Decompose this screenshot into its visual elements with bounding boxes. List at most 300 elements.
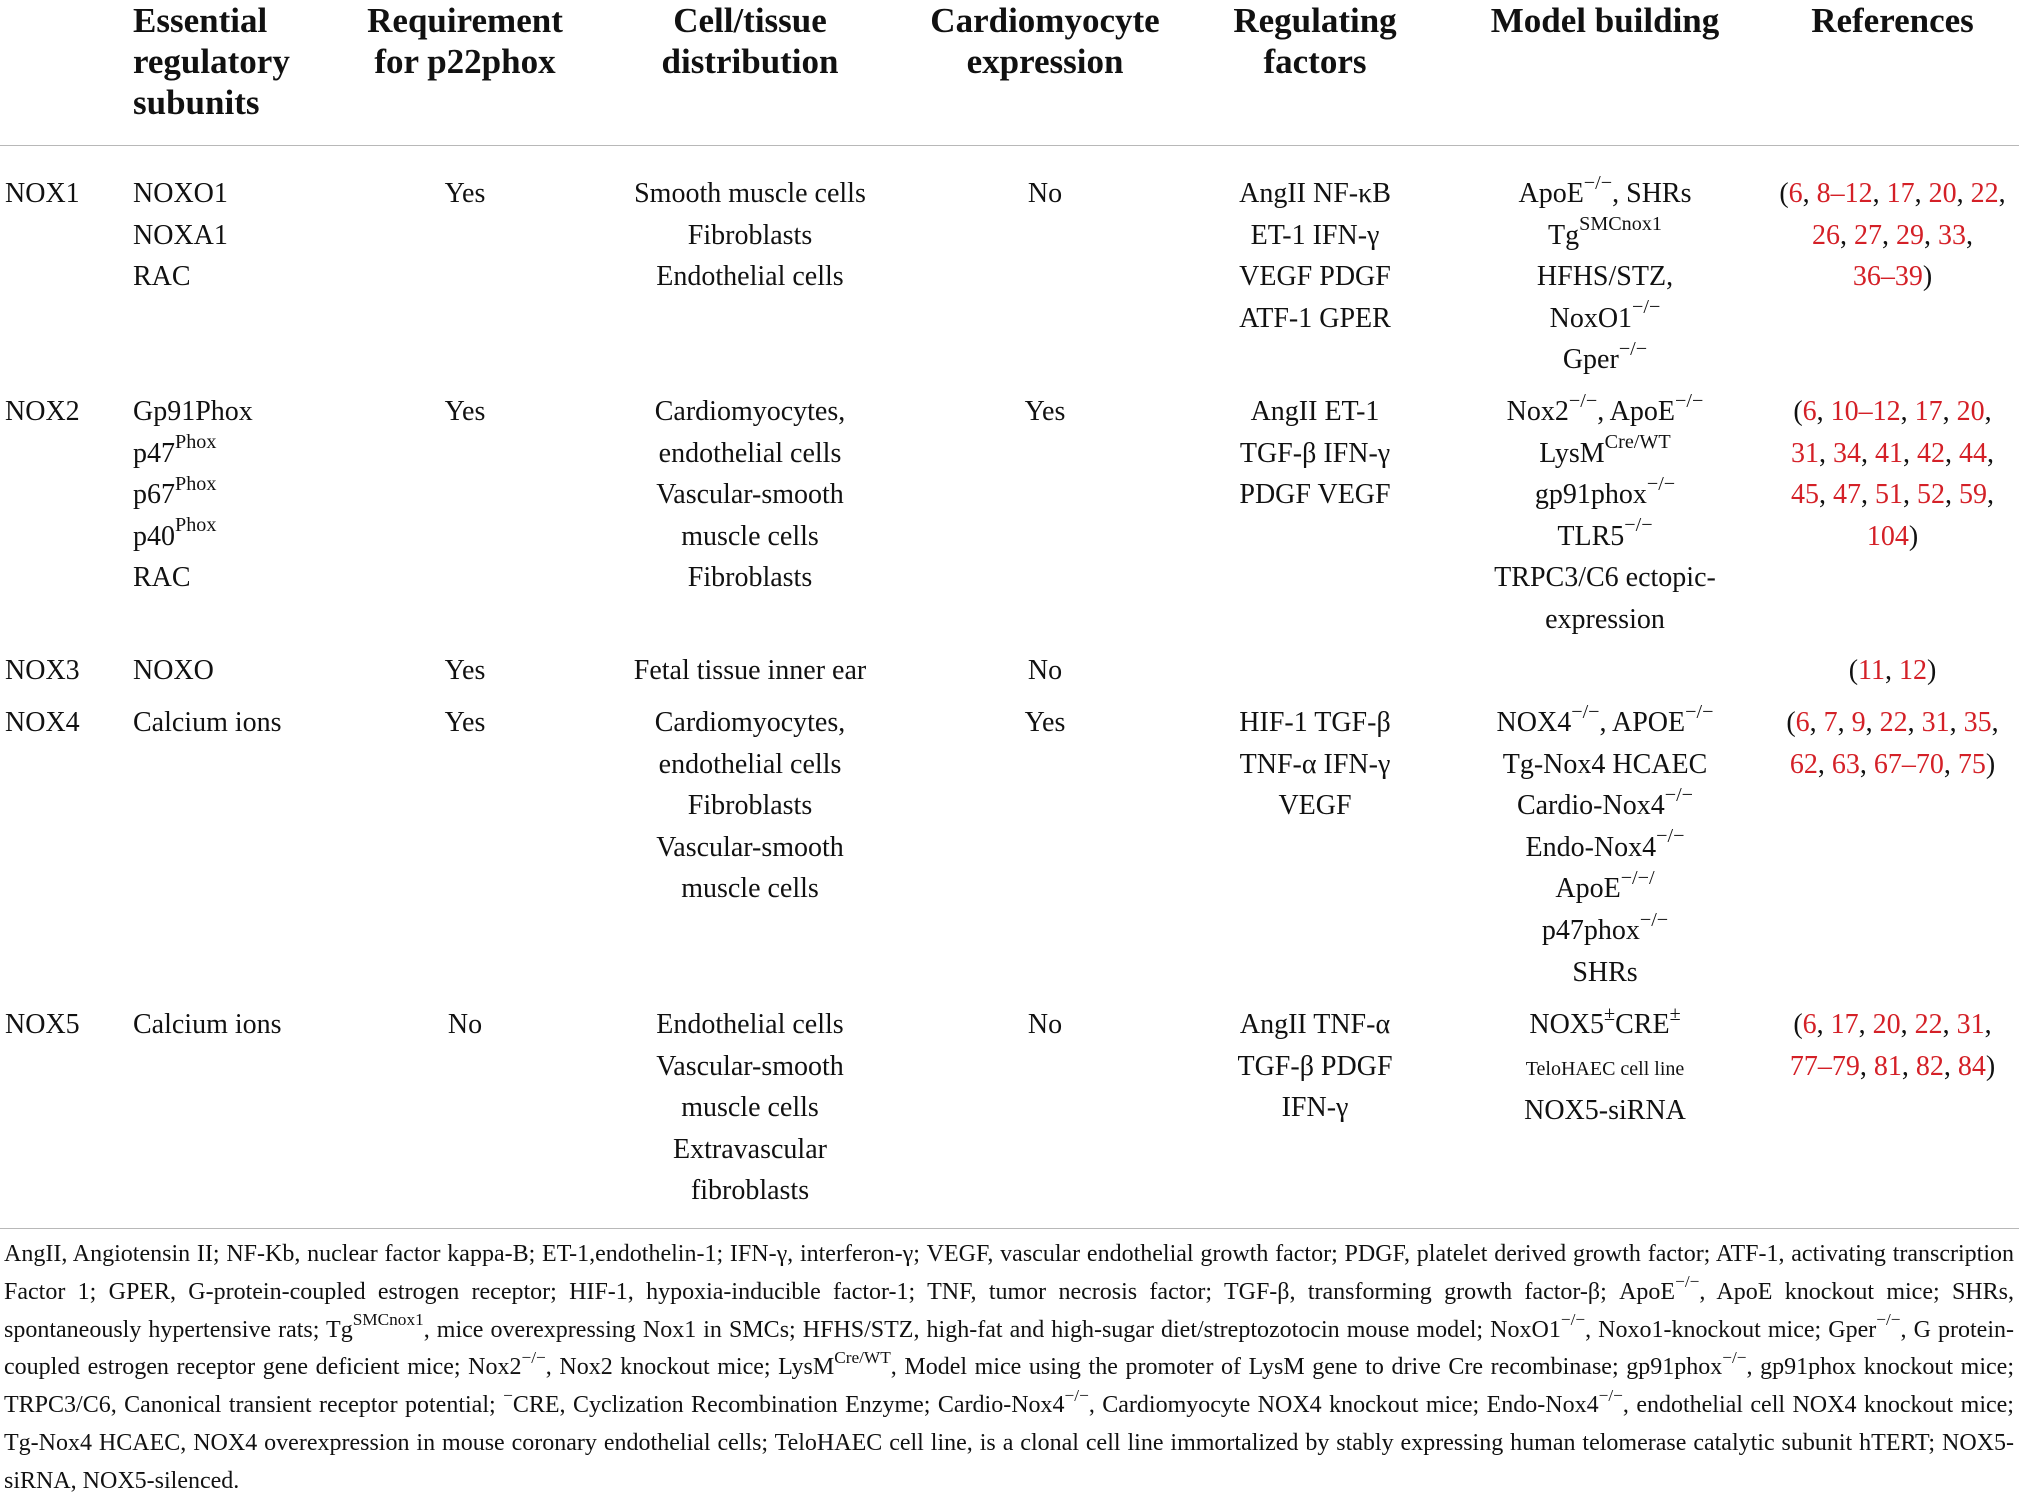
distribution-line: fibroblasts <box>690 1175 810 1207</box>
cell-line <box>133 215 333 257</box>
cell-line <box>133 391 333 433</box>
factors-line: IFN-γ <box>1281 1092 1349 1124</box>
reference-link[interactable]: 22 <box>1970 178 1999 209</box>
reference-punct: , <box>1945 437 1959 469</box>
distribution-line: Cardiomyocytes, <box>654 707 846 738</box>
reference-link[interactable]: 42 <box>1917 437 1945 469</box>
row-distribution <box>600 650 900 692</box>
header-line: References <box>1811 1 1974 40</box>
reference-link[interactable]: 51 <box>1875 479 1903 511</box>
reference-link[interactable]: 45 <box>1791 479 1819 511</box>
reference-punct: , <box>1901 1050 1916 1082</box>
cell-line <box>600 1046 900 1088</box>
subunit-item: RAC <box>133 562 191 594</box>
reference-punct: , <box>1900 1009 1915 1040</box>
p22phox-value: Yes <box>444 655 486 686</box>
p22phox-value: Yes <box>444 396 486 427</box>
reference-punct: ) <box>1926 655 1937 686</box>
nox-isoform: NOX5 <box>5 1009 80 1040</box>
header-distribution <box>600 0 900 82</box>
cell-line <box>1770 433 2015 475</box>
reference-link[interactable]: 27 <box>1854 219 1882 251</box>
distribution-line: Smooth muscle cells <box>634 178 866 209</box>
cell-line <box>1455 744 1755 786</box>
reference-link[interactable]: 47 <box>1833 479 1861 511</box>
row-name <box>5 702 125 744</box>
reference-link[interactable]: 20 <box>1872 1009 1901 1040</box>
reference-link[interactable]: 22 <box>1879 707 1908 738</box>
cell-line <box>600 1087 900 1129</box>
cell-line <box>335 173 595 215</box>
reference-punct: ( <box>1793 1009 1803 1040</box>
cell-line <box>600 391 900 433</box>
row-subunits <box>133 391 333 599</box>
reference-punct: , <box>1924 219 1938 251</box>
reference-link[interactable]: 31 <box>1791 437 1819 469</box>
p22phox-value: No <box>447 1009 483 1040</box>
model-item: SHRs <box>1572 956 1638 988</box>
model-item: LysM <box>1539 437 1605 469</box>
reference-link[interactable]: 63 <box>1831 748 1860 780</box>
reference-link[interactable]: 77–79 <box>1789 1050 1860 1082</box>
cell-line <box>600 516 900 558</box>
superscript: SMCnox1 <box>352 1310 424 1330</box>
factors-line: VEGF PDGF <box>1239 261 1391 293</box>
reference-punct: , <box>1865 707 1880 738</box>
footnote-text: , Cardiomyocyte NOX4 knockout mice; Endo-Nox4 <box>1088 1392 1599 1419</box>
cell-line <box>5 391 125 433</box>
reference-link[interactable]: 12 <box>1898 655 1927 686</box>
cell-line <box>1455 173 1755 215</box>
cell-line <box>1770 516 2015 558</box>
cell-line <box>335 1004 595 1046</box>
reference-link[interactable]: 17 <box>1886 178 1915 209</box>
reference-link[interactable]: 75 <box>1957 748 1986 780</box>
cardio-value: No <box>1027 1009 1063 1040</box>
cell-line <box>1770 215 2015 257</box>
cell-line <box>1455 827 1755 869</box>
reference-punct: , <box>1943 748 1958 780</box>
cell-line <box>600 1129 900 1171</box>
distribution-line: Extravascular <box>673 1133 827 1165</box>
reference-link[interactable]: 44 <box>1959 437 1987 469</box>
reference-link[interactable]: 82 <box>1915 1050 1944 1082</box>
factors-line: AngII NF-κB <box>1239 178 1391 209</box>
reference-link[interactable]: 6 <box>1802 1009 1817 1040</box>
reference-punct: , <box>1956 178 1971 209</box>
superscript: −/− <box>1632 296 1661 319</box>
model-item: , APOE <box>1599 707 1686 738</box>
cell-line <box>1770 173 2015 215</box>
row-subunits <box>133 650 333 692</box>
factors-line: AngII TNF-α <box>1239 1009 1391 1040</box>
reference-punct: ) <box>1908 520 1919 552</box>
distribution-line: endothelial cells <box>658 437 842 469</box>
header-line: for p22phox <box>374 42 556 81</box>
footnote-text: , ApoE knockout mice; SHRs, spontaneously hypertensive rats; Tg <box>4 1278 2014 1343</box>
reference-punct: , <box>1809 707 1824 738</box>
cardio-value: Yes <box>1024 707 1066 738</box>
factors-line: TGF-β PDGF <box>1237 1050 1393 1082</box>
reference-punct: , <box>1840 219 1854 251</box>
header-rule <box>0 145 2019 146</box>
reference-punct: , <box>1942 396 1957 427</box>
cell-line <box>1185 702 1445 744</box>
reference-link[interactable]: 104 <box>1866 520 1909 552</box>
footnote-text: AngII, Angiotensin II; NF-Kb, nuclear factor kappa-B; ET-1,endothelin-1; IFN-γ, interferon-γ; VEGF, vascular endothelial growth factor; PDGF, platelet derived growth factor; ATF-1, activating transcription Factor 1; GPER, G-protein-coupled estrogen receptor; HIF-1, hypoxia-inducible factor-1; TNF, tumor necrosis factor; TGF-β, transforming growth factor-β; ApoE <box>4 1241 2014 1305</box>
reference-punct: , <box>1984 1009 1992 1040</box>
header-line: subunits <box>133 83 260 122</box>
factors-line: TNF-α IFN-γ <box>1239 748 1391 780</box>
cell-line <box>5 702 125 744</box>
cell-line <box>905 650 1185 692</box>
cell-line <box>133 516 333 558</box>
reference-punct: , <box>1943 1050 1958 1082</box>
cell-line <box>600 474 900 516</box>
cell-line <box>1455 1090 1755 1132</box>
reference-link[interactable]: 17 <box>1914 396 1943 427</box>
nox-isoform: NOX4 <box>5 707 80 738</box>
subunit-item: NOXO1 <box>133 178 228 209</box>
row-distribution <box>600 391 900 599</box>
reference-punct: , <box>1819 479 1833 511</box>
factors-line: PDGF VEGF <box>1239 479 1391 511</box>
reference-punct: , <box>1966 219 1973 251</box>
model-note: TeloHAEC cell line <box>1525 1057 1685 1080</box>
reference-link[interactable]: 35 <box>1963 707 1992 738</box>
header-line: Model building <box>1490 1 1720 40</box>
distribution-line: Vascular-smooth <box>656 831 844 863</box>
cell-line <box>1185 474 1445 516</box>
row-distribution <box>600 702 900 910</box>
cell-line <box>133 173 333 215</box>
model-item: Endo-Nox4 <box>1525 831 1657 863</box>
footnote-text: CRE, Cyclization Recombination Enzyme; Cardio-Nox4 <box>512 1392 1065 1419</box>
p22phox-value: Yes <box>444 178 486 209</box>
nox-isoform: NOX1 <box>5 178 80 209</box>
row-factors <box>1185 1004 1445 1129</box>
cell-line <box>600 702 900 744</box>
cell-line <box>600 433 900 475</box>
reference-punct: , <box>1861 479 1875 511</box>
reference-punct: , <box>1859 1050 1874 1082</box>
superscript: SMCnox1 <box>1579 213 1662 236</box>
model-item: NoxO1 <box>1549 302 1633 334</box>
cell-line <box>905 702 1185 744</box>
header-references <box>1770 0 2015 41</box>
header-line: Essential <box>133 1 268 40</box>
cell-line <box>1455 256 1755 298</box>
superscript: −/− <box>1876 1310 1901 1330</box>
reference-link[interactable]: 67–70 <box>1873 748 1944 780</box>
reference-punct: , <box>1859 748 1874 780</box>
subunit-item: p67 <box>133 479 175 511</box>
superscript: −/− <box>1675 1272 1700 1292</box>
header-subunits <box>133 0 290 123</box>
model-item: expression <box>1545 603 1665 635</box>
reference-punct: , <box>1817 748 1832 780</box>
model-item: NOX5-siRNA <box>1524 1095 1686 1127</box>
cell-line <box>1770 256 2015 298</box>
superscript: Phox <box>175 472 217 495</box>
reference-punct: ( <box>1793 396 1803 427</box>
reference-punct: ) <box>1985 1050 1996 1082</box>
reference-link[interactable]: 31 <box>1921 707 1950 738</box>
header-line: Regulating <box>1233 1 1397 40</box>
row-references <box>1770 1004 2015 1087</box>
p22phox-value: Yes <box>444 707 486 738</box>
row-p22phox <box>335 391 595 433</box>
reference-punct: , <box>1903 437 1917 469</box>
header-p22phox <box>335 0 595 82</box>
reference-link[interactable]: 41 <box>1875 437 1903 469</box>
footnote-text: , mice overexpressing Nox1 in SMCs; HFHS/STZ, high-fat and high-sugar diet/streptozotocin mouse model; NoxO1 <box>423 1316 1561 1343</box>
model-item: TRPC3/C6 ectopic- <box>1494 562 1716 594</box>
factors-line: ET-1 IFN-γ <box>1250 219 1380 251</box>
reference-link[interactable]: 6 <box>1795 707 1810 738</box>
cardio-value: No <box>1027 178 1063 209</box>
reference-punct: , <box>1907 707 1922 738</box>
reference-link[interactable]: 6 <box>1802 396 1817 427</box>
row-distribution <box>600 1004 900 1212</box>
cell-line <box>335 650 595 692</box>
cell-line <box>133 702 333 744</box>
footnote-text: , G protein-coupled estrogen receptor gene deficient mice; Nox2 <box>4 1316 2014 1381</box>
distribution-line: muscle cells <box>681 520 819 552</box>
model-item: HFHS/STZ, <box>1536 261 1674 293</box>
factors-line: TGF-β IFN-γ <box>1239 437 1391 469</box>
model-item: , SHRs <box>1612 178 1692 209</box>
header-line: factors <box>1263 42 1367 81</box>
superscript: −/− <box>1685 700 1714 723</box>
reference-link[interactable]: 10–12 <box>1830 396 1901 427</box>
cell-line <box>1455 557 1755 599</box>
distribution-line: endothelial cells <box>658 748 842 780</box>
reference-punct: ( <box>1848 655 1859 686</box>
cell-line <box>1455 702 1755 744</box>
cell-line <box>1770 702 2015 744</box>
cell-line <box>600 1004 900 1046</box>
footnote-text: , Model mice using the promoter of LysM gene to drive Cre recombinase; gp91phox <box>890 1354 1723 1381</box>
superscript: −/− <box>1646 472 1676 495</box>
reference-link[interactable]: 6 <box>1788 178 1803 209</box>
reference-punct: , <box>1819 437 1833 469</box>
cell-line <box>600 173 900 215</box>
subunit-item: Calcium ions <box>133 1009 282 1040</box>
distribution-line: Fibroblasts <box>687 562 813 594</box>
row-name <box>5 173 125 215</box>
footnote-text: , endothelial cell NOX4 knockout mice; Tg-Nox4 HCAEC, NOX4 overexpression in mouse coronary endothelial cells; TeloHAEC cell line, is a clonal cell line immortalized by stably expressing human telomerase catalytic subunit hTERT; NOX5-siRNA, NOX5-silenced. <box>4 1392 2014 1494</box>
superscript: ± <box>1669 1002 1681 1025</box>
distribution-line: Endothelial cells <box>656 1009 844 1040</box>
model-item: TLR5 <box>1557 520 1625 552</box>
cell-line <box>1185 1087 1445 1129</box>
reference-punct: , <box>1858 1009 1873 1040</box>
row-distribution <box>600 173 900 298</box>
distribution-line: Vascular-smooth <box>656 479 844 511</box>
reference-punct: , <box>1998 178 2006 209</box>
factors-line: ATF-1 GPER <box>1239 302 1391 334</box>
header-line: Requirement <box>367 1 563 40</box>
superscript: −/− <box>1656 825 1685 848</box>
row-references <box>1770 391 2015 557</box>
superscript: −/− <box>1598 1385 1623 1405</box>
reference-punct: , <box>1816 396 1831 427</box>
header-line: Cell/tissue <box>673 1 827 40</box>
reference-punct: , <box>1949 707 1964 738</box>
cell-line <box>1455 1046 1755 1091</box>
cell-line <box>1455 599 1755 641</box>
reference-punct: , <box>1872 178 1887 209</box>
cell-line <box>335 702 595 744</box>
model-item: Cardio-Nox4 <box>1516 790 1665 822</box>
reference-link[interactable]: 81 <box>1873 1050 1902 1082</box>
row-model-building <box>1455 1004 1755 1132</box>
cell-line <box>335 391 595 433</box>
reference-link[interactable]: 17 <box>1830 1009 1859 1040</box>
model-item: Tg <box>1548 219 1580 251</box>
cell-line <box>1455 339 1755 381</box>
row-subunits <box>133 173 333 298</box>
subunit-item: Gp91Phox <box>133 396 253 427</box>
reference-link[interactable]: 20 <box>1928 178 1957 209</box>
cell-line <box>1185 744 1445 786</box>
superscript: Phox <box>175 431 217 454</box>
header-model-building <box>1455 0 1755 41</box>
header-line: expression <box>966 42 1124 81</box>
factors-line: HIF-1 TGF-β <box>1239 707 1391 738</box>
row-cardio <box>905 702 1185 744</box>
reference-link[interactable]: 8–12 <box>1816 178 1873 209</box>
cell-line <box>1455 433 1755 475</box>
superscript: −/− <box>1664 783 1694 806</box>
distribution-line: Endothelial cells <box>656 261 844 293</box>
superscript: −/− <box>1675 389 1704 412</box>
cell-line <box>1770 474 2015 516</box>
reference-punct: , <box>1802 178 1817 209</box>
cell-line <box>1770 391 2015 433</box>
cell-line <box>600 557 900 599</box>
reference-punct: , <box>1914 178 1929 209</box>
row-p22phox <box>335 173 595 215</box>
subunit-item: p47 <box>133 437 175 469</box>
reference-link[interactable]: 33 <box>1938 219 1966 251</box>
cell-line <box>133 433 333 475</box>
cell-line <box>1455 298 1755 340</box>
subunit-item: NOXO <box>133 655 214 686</box>
model-item: NOX5 <box>1529 1009 1605 1040</box>
superscript: Cre/WT <box>834 1347 891 1367</box>
reference-link[interactable]: 20 <box>1956 396 1985 427</box>
reference-link[interactable]: 11 <box>1858 655 1885 686</box>
reference-link[interactable]: 59 <box>1959 479 1987 511</box>
cell-line <box>1455 391 1755 433</box>
row-p22phox <box>335 650 595 692</box>
reference-link[interactable]: 26 <box>1812 219 1840 251</box>
model-item: , ApoE <box>1597 396 1675 427</box>
model-item: Tg-Nox4 HCAEC <box>1502 748 1708 780</box>
reference-punct: , <box>1991 707 1999 738</box>
superscript: − <box>503 1385 513 1405</box>
footnote-text: , gp91phox knockout mice; TRPC3/C6, Canonical transient receptor potential; <box>4 1354 2014 1419</box>
reference-punct: , <box>1903 479 1917 511</box>
reference-punct: , <box>1984 396 1992 427</box>
reference-punct: , <box>1987 437 1994 469</box>
reference-link[interactable]: 34 <box>1833 437 1861 469</box>
cell-line <box>1185 1046 1445 1088</box>
cell-line <box>133 1004 333 1046</box>
reference-link[interactable]: 9 <box>1851 707 1866 738</box>
model-item: CRE <box>1615 1009 1670 1040</box>
footnote-text: , Noxo1-knockout mice; Gper <box>1585 1316 1877 1343</box>
footer-rule <box>0 1228 2019 1229</box>
row-cardio <box>905 650 1185 692</box>
reference-link[interactable]: 31 <box>1956 1009 1985 1040</box>
cell-line <box>1455 215 1755 257</box>
reference-link[interactable]: 22 <box>1914 1009 1943 1040</box>
superscript: −/− <box>1560 1310 1586 1330</box>
reference-punct: , <box>1987 479 1994 511</box>
factors-line: AngII ET-1 <box>1250 396 1380 427</box>
cell-line <box>600 1170 900 1212</box>
cell-line <box>1185 433 1445 475</box>
reference-punct: ) <box>1985 748 1996 780</box>
subunit-item: Calcium ions <box>133 707 282 738</box>
footnote-text: , Nox2 knockout mice; LysM <box>545 1354 835 1381</box>
cell-line <box>1185 1004 1445 1046</box>
cell-line <box>133 256 333 298</box>
cell-line <box>600 256 900 298</box>
row-name <box>5 391 125 433</box>
row-factors <box>1185 391 1445 516</box>
superscript: −/− <box>1618 338 1648 361</box>
reference-punct: ( <box>1779 178 1789 209</box>
cell-line <box>1185 391 1445 433</box>
model-item: gp91phox <box>1534 479 1647 511</box>
cell-line <box>1455 516 1755 558</box>
cell-line <box>1455 785 1755 827</box>
reference-link[interactable]: 36–39 <box>1852 261 1923 293</box>
cell-line <box>1455 868 1755 910</box>
cardio-value: Yes <box>1024 396 1066 427</box>
row-name <box>5 650 125 692</box>
reference-link[interactable]: 7 <box>1823 707 1838 738</box>
reference-punct: , <box>1945 479 1959 511</box>
reference-punct: , <box>1882 219 1896 251</box>
reference-link[interactable]: 52 <box>1917 479 1945 511</box>
row-cardio <box>905 173 1185 215</box>
header-cardio-expression <box>905 0 1185 82</box>
superscript: −/− <box>1639 908 1669 931</box>
reference-link[interactable]: 84 <box>1957 1050 1986 1082</box>
distribution-line: Fibroblasts <box>687 219 813 251</box>
cell-line <box>1455 910 1755 952</box>
reference-punct: , <box>1884 655 1899 686</box>
cell-line <box>5 650 125 692</box>
header-line: distribution <box>661 42 839 81</box>
nox-isoform: NOX3 <box>5 655 80 686</box>
cell-line <box>600 650 900 692</box>
header-line: Cardiomyocyte <box>930 1 1160 40</box>
subunit-item: NOXA1 <box>133 219 228 251</box>
row-p22phox <box>335 702 595 744</box>
reference-link[interactable]: 29 <box>1896 219 1924 251</box>
cell-line <box>600 215 900 257</box>
reference-link[interactable]: 62 <box>1789 748 1818 780</box>
subunit-item: p40 <box>133 520 175 552</box>
row-p22phox <box>335 1004 595 1046</box>
superscript: −/− <box>1624 514 1653 537</box>
